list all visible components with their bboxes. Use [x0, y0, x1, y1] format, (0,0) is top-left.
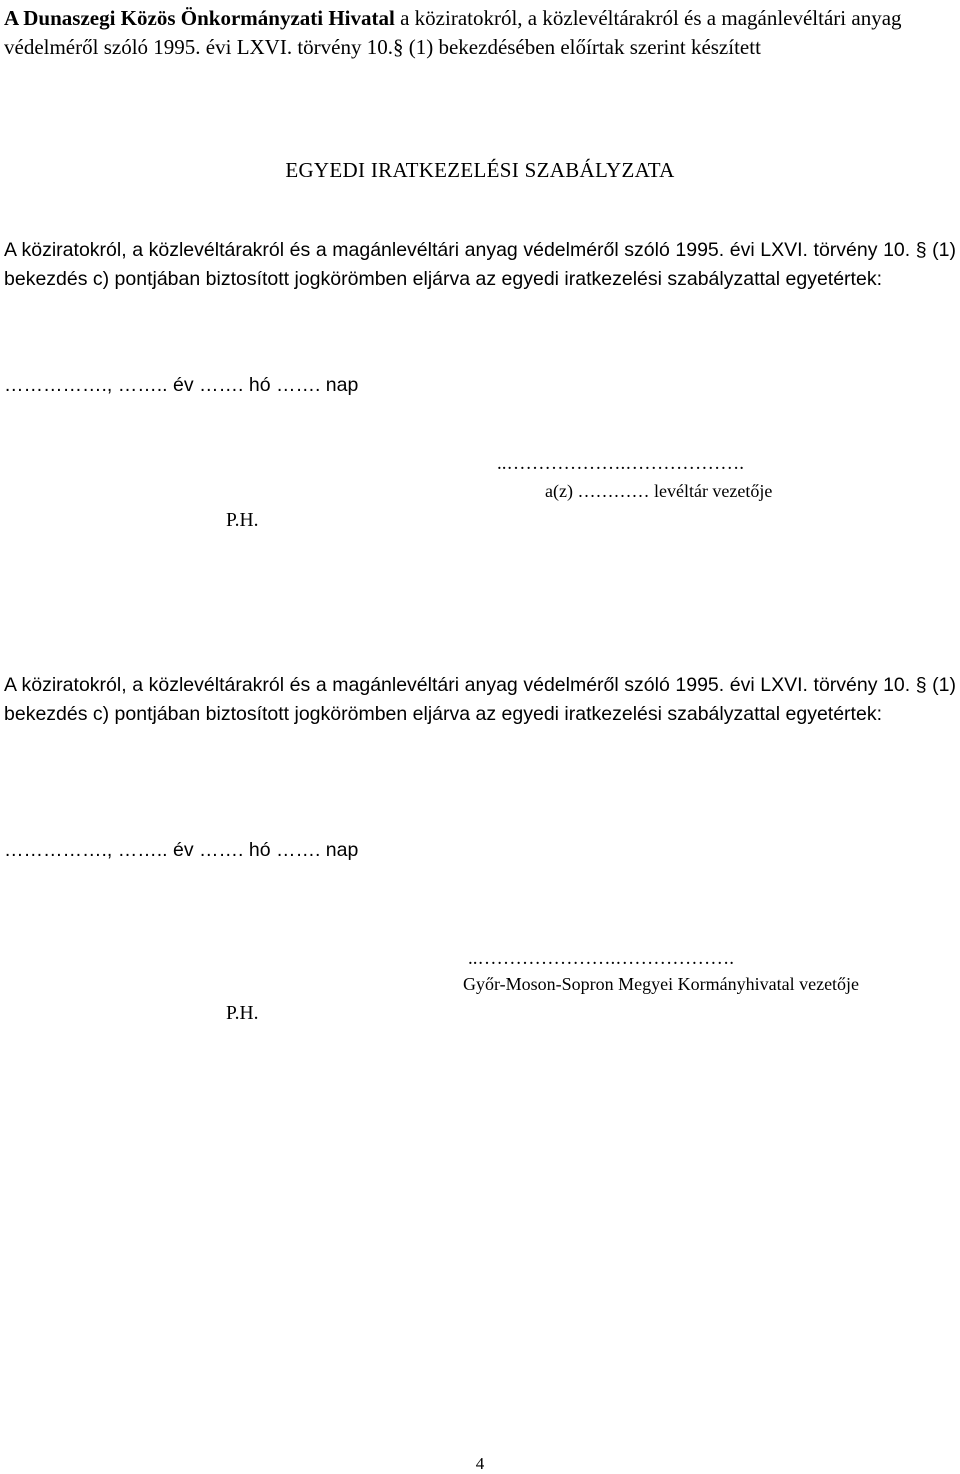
page-number: 4	[475, 1454, 485, 1473]
organization-name: A Dunaszegi Közös Önkormányzati Hivatal	[4, 6, 395, 30]
archive-approval-paragraph: A köziratokról, a közlevéltárakról és a magánlevéltári anyag védelméről szóló 1995. évi LXVI. törvény 10. § (1) bekezdés c) pontjában biztosított jogkörömben eljárva az egyedi iratkezelési szabályzattal egyetértek:	[4, 239, 956, 290]
government-signature-line: Győr-Moson-Sopron Megyei Kormányhivatal vezetője	[463, 974, 860, 994]
archive-stamp-placeholder: P.H.	[226, 510, 259, 531]
government-approval-paragraph: A köziratokról, a közlevéltárakról és a magánlevéltári anyag védelméről szóló 1995. évi LXVI. törvény 10. § (1) bekezdés c) pontjában biztosított jogkörömben eljárva az egyedi iratkezelési szabályzattal egyetértek:	[4, 674, 956, 725]
document-title: EGYEDI IRATKEZELÉSI SZABÁLYZATA	[285, 158, 675, 182]
archive-date-line: ……………., …….. év ……. hó ……. nap	[4, 374, 359, 396]
archive-signature-dots: ..……………….……………….	[497, 453, 744, 474]
archive-signature-line: a(z) ………… levéltár vezetője	[545, 481, 773, 501]
government-date-line: ……………., …….. év ……. hó ……. nap	[4, 839, 359, 861]
government-signature-dots: ..………………….……………….	[468, 948, 734, 969]
government-stamp-placeholder: P.H.	[226, 1003, 259, 1024]
intro-paragraph	[4, 4, 956, 62]
intro-text: a köziratokról, a közlevéltárakról és a magánlevéltári anyag védelméről szóló 1995. évi LXVI. törvény 10.§ (1) bekezdésében előírtak szerint készített	[4, 6, 902, 59]
